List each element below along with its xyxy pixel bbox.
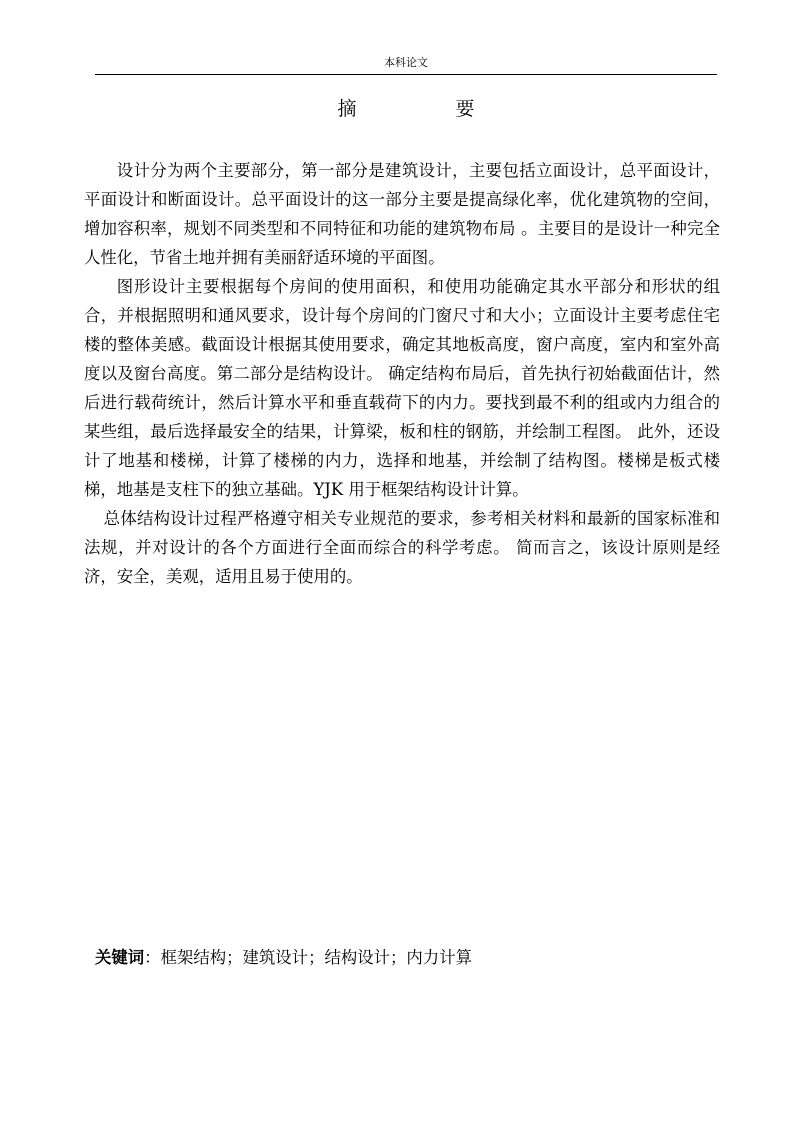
abstract-paragraph-3: 总体结构设计过程严格遵守相关专业规范的要求，参考相关材料和最新的国家标准和法规，并对设计的各个方面进行全面而综合的科学考虑。 简而言之，该设计原则是经济，安全，美观，适用且易于使用的。 [84,509,720,586]
page-title: 摘 要 [337,98,515,120]
abstract-paragraph-1: 设计分为两个主要部分，第一部分是建筑设计，主要包括立面设计，总平面设计，平面设计和断面设计。总平面设计的这一部分主要是提高绿化率，优化建筑物的空间，增加容积率，规划不同类型和不同特征和功能的建筑物布局 。主要目的是设计一种完全人性化，节省土地并拥有美丽舒适环境的平面图。 [84,161,720,267]
abstract-body [84,156,720,591]
abstract-paragraph-2: 图形设计主要根据每个房间的使用面积，和使用功能确定其水平部分和形状的组合，并根据照明和通风要求，设计每个房间的门窗尺寸和大小；立面设计主要考虑住宅楼的整体美感。截面设计根据其使用要求，确定其地板高度，窗户高度，室内和室外高度以及窗台高度。第二部分是结构设计。 确定结构布局后，首先执行初始截面估计，然后进行载荷统计，然后计算水平和垂直载荷下的内力。要找到最不利的组或内力组合的某些组，最后选择最安全的结果，计算梁，板和柱的钢筋，并绘制工程图。 此外，还设计了地基和楼梯，计算了楼梯的内力，选择和地基，并绘制了结构图。楼梯是板式楼梯，地基是支柱下的独立基础。YJK 用于框架结构设计计算。 [84,277,720,499]
header-text: 本科论文 [384,56,428,69]
keywords-label: 关键词 [95,948,145,967]
keywords-separator: ： [144,948,161,967]
page-header [95,56,717,75]
keywords-line [95,944,717,972]
keywords-text: 框架结构；建筑设计；结构设计；内力计算 [160,948,472,967]
